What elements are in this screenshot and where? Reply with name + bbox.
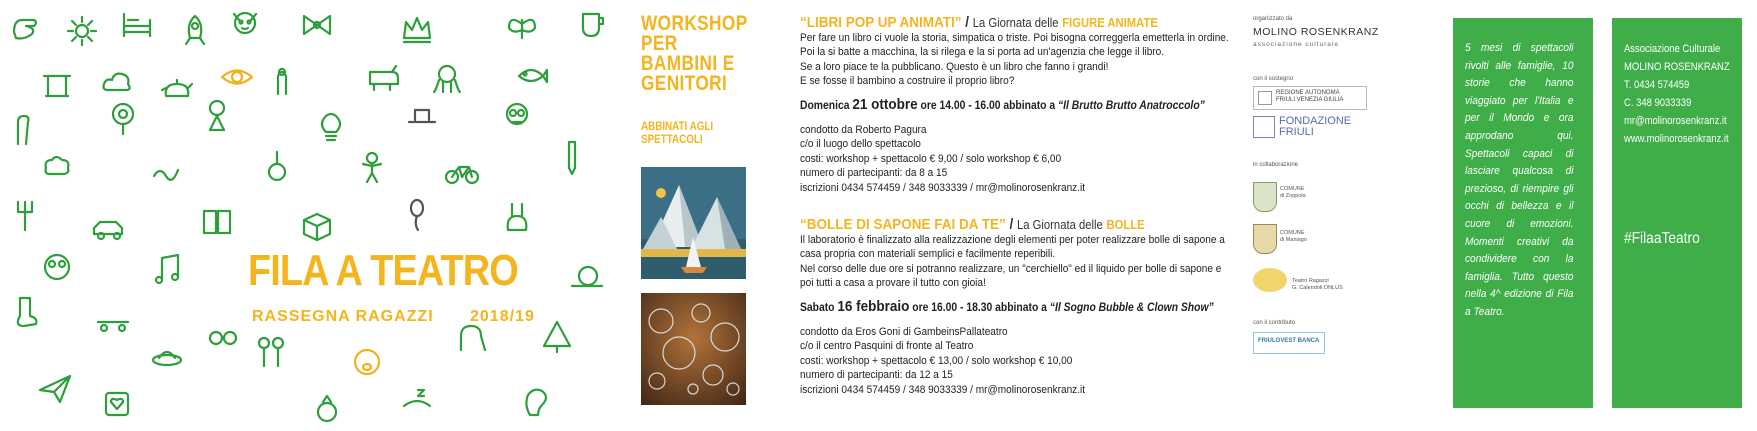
date-weekday: Domenica — [800, 99, 850, 112]
region-logo-line: REGIONE AUTONOMA — [1276, 90, 1340, 96]
rocket-icon — [178, 14, 212, 48]
workshop-subheading-line: ABBINATI AGLI — [641, 119, 714, 133]
cover-year: 2018/19 — [470, 308, 535, 325]
detail-line: iscrizioni 0434 574459 / 348 9033339 / mr@molinorosenkranz.it — [800, 181, 1086, 194]
rabbit-icon — [500, 200, 534, 234]
detail-line: numero di partecipanti: da 12 a 15 — [800, 369, 953, 382]
workshop-heading-line: BAMBINI E — [641, 52, 735, 75]
support-label: con il sostegno — [1253, 76, 1294, 82]
music-note-icon — [150, 252, 184, 286]
hat-icon — [405, 100, 439, 134]
heart-jar-icon — [100, 385, 134, 419]
unicycle-icon — [260, 148, 294, 182]
cover-panel — [0, 0, 615, 428]
bank-logo — [1253, 332, 1325, 354]
owl-icon — [40, 250, 74, 284]
date-day: 16 febbraio — [837, 297, 910, 315]
balloon-icon — [400, 198, 434, 232]
eye-icon — [220, 60, 254, 94]
event-bolle-di-sapone — [800, 216, 1225, 398]
detail-line: numero di partecipanti: da 8 a 15 — [800, 167, 948, 180]
giraffe-icon — [8, 112, 42, 146]
event-date — [800, 95, 1205, 114]
hand-icon — [8, 12, 42, 46]
intro-line: Nel corso delle due ore si potranno realizzare, un "cerchiello" ed il liquido per bolle di sapone e — [800, 262, 1222, 275]
event-day-prefix: La Giornata delle — [972, 16, 1059, 30]
glasses-icon — [206, 320, 240, 354]
foundation-emblem-icon — [1253, 116, 1275, 138]
bank-logo-name: FRIULOVEST BANCA — [1258, 338, 1320, 344]
event-day-highlight: FIGURE ANIMATE — [1062, 16, 1158, 30]
workshop-heading-line: GENITORI — [641, 72, 728, 95]
contact-lines — [1624, 40, 1736, 148]
event-day-prefix: La Giornata delle — [1017, 218, 1103, 232]
singer-face-icon — [350, 345, 384, 379]
contact-website: www.molinorosenkranz.it — [1624, 133, 1729, 145]
cup-icon — [575, 8, 609, 42]
cover-subtitle: RASSEGNA RAGAZZI — [252, 308, 434, 325]
sun-icon — [65, 14, 99, 48]
event-libri-pop-up — [800, 14, 1229, 196]
monkey-icon — [355, 150, 389, 184]
skateboard-icon — [96, 306, 130, 340]
date-show: “Il Sogno Bubble & Clown Show” — [1049, 301, 1214, 314]
title-separator: / — [965, 14, 970, 31]
sheep-icon — [40, 150, 74, 184]
title-separator: / — [1009, 216, 1014, 233]
pencil-icon — [555, 140, 589, 174]
intro-line: casa propria con materiali semplici e facilmente reperibili. — [800, 248, 1056, 261]
tree-icon — [540, 320, 574, 354]
detail-line: costi: workshop + spettacolo € 9,00 / solo workshop € 6,00 — [800, 152, 1062, 165]
event-date — [800, 297, 1214, 316]
cover-title: FILA A TEATRO — [248, 246, 518, 295]
detail-line: condotto da Eros Goni di GambeinsPallateatro — [800, 325, 1008, 338]
book-icon — [200, 205, 234, 239]
box-icon — [300, 208, 334, 242]
teatro-label: G. Calendoli ONLUS — [1292, 284, 1343, 291]
event-day-highlight: BOLLE — [1106, 218, 1145, 232]
flower-icon — [106, 100, 140, 134]
old-man-icon — [500, 100, 534, 134]
workshop-heading-line: WORKSHOP — [641, 12, 748, 35]
soap-bubbles-photo — [641, 293, 746, 405]
bicycle-icon — [445, 155, 479, 189]
popup-book-photo — [641, 167, 746, 279]
intro-line: E se fosse il bambino a costruire il proprio libro? — [800, 75, 1015, 88]
contribution-label: con il contributo — [1253, 320, 1296, 326]
ufo-icon — [150, 340, 184, 374]
intro-line: poi tutti a casa a provare il tutto con gioia! — [800, 277, 986, 290]
contact-panel — [1612, 18, 1742, 408]
hashtag: #FilaaTeatro — [1624, 230, 1700, 247]
detail-line: iscrizioni 0434 574459 / 348 9033339 / mr@molinorosenkranz.it — [800, 383, 1086, 396]
detail-line: c/o il luogo dello spettacolo — [800, 138, 921, 151]
org-logo-name: MOLINO ROSENKRANZ — [1253, 26, 1379, 38]
teatro-label: Teatro Ragazzi — [1292, 278, 1329, 284]
contact-email: mr@molinorosenkranz.it — [1624, 115, 1727, 127]
contact-line: Associazione Culturale — [1624, 43, 1721, 55]
workshop-subheading — [641, 120, 723, 146]
intro-line: Se a loro piace te la pubblicano. Questo è un libro che fanno i grandi! — [800, 60, 1109, 73]
event-title: “LIBRI POP UP ANIMATI” — [800, 14, 962, 31]
contact-line: T. 0434 574459 — [1624, 79, 1690, 91]
comune-label: COMUNE — [1280, 230, 1305, 236]
sleeping-icon — [400, 382, 434, 416]
date-weekday: Sabato — [800, 301, 835, 314]
teatro-ragazzi-logo-icon — [1253, 268, 1287, 292]
cow-icon — [366, 60, 400, 94]
comune-maniago-crest-icon — [1253, 224, 1277, 254]
car-icon — [92, 212, 126, 246]
detail-line: condotto da Roberto Pagura — [800, 123, 927, 136]
comune-zoppola-crest-icon — [1253, 182, 1277, 212]
fish-icon — [515, 58, 549, 92]
intro-panel-text: 5 mesi di spettacoli rivolti alle famiglie, 10 storie che hanno viaggiato per l'Italia e per il Mondo e ora approdano qui. Spettacoli capaci di lasciare qualcosa di prezioso, di riempire gli occhi di bellezza e il cuore di emozioni. Momenti creativi da condividere con la famiglia. Tutto questo nella 4^ edizione di Fila a Teatro. — [1465, 42, 1574, 318]
intro-panel — [1453, 18, 1593, 408]
comune-label: di Maniago — [1280, 236, 1307, 243]
snail-icon — [570, 258, 604, 292]
intro-line: Per fare un libro ci vuole la storia, simpatica o triste. Poi bisogna correggerla emetterla in ordine. — [800, 31, 1229, 44]
ear-icon — [520, 385, 554, 419]
intro-line: Poi la si batte a macchina, la si rilega e la si porta ad un'agenzia che legge il libro. — [800, 46, 1165, 59]
lightbulb-icon — [314, 110, 348, 144]
organized-by-label: organizzato da — [1253, 16, 1293, 22]
contact-line: C. 348 9033339 — [1624, 97, 1692, 109]
workshop-heading-line: PER — [641, 32, 678, 55]
cat-icon — [228, 6, 262, 40]
workshop-heading — [641, 12, 748, 95]
foundation-logo-line: FONDAZIONE — [1279, 115, 1352, 127]
comune-label: COMUNE — [1280, 186, 1305, 192]
fork-icon — [8, 198, 42, 232]
detail-line: costi: workshop + spettacolo € 13,00 / solo workshop € 10,00 — [800, 354, 1073, 367]
intro-line: Il laboratorio è finalizzato alla realizzazione degli elementi per poter realizzare bolle di sapone a — [800, 233, 1225, 246]
event-title: “BOLLE DI SAPONE FAI DA TE” — [800, 216, 1006, 233]
event-title-row — [800, 16, 1178, 31]
butterfly-icon — [505, 12, 539, 46]
org-logo-sub: associazione culturale — [1253, 41, 1339, 48]
girl-icon — [200, 98, 234, 132]
drawing-hand-icon — [268, 64, 302, 98]
teapot-icon — [160, 70, 194, 104]
contact-line: MOLINO ROSENKRANZ — [1624, 61, 1730, 73]
swing-icon — [40, 72, 74, 106]
region-logo — [1253, 86, 1367, 110]
region-logo-line: FRIULI VENEZIA GIULIA — [1276, 97, 1344, 103]
bowtie-icon — [300, 8, 334, 42]
workshop-subheading-line: SPETTACOLI — [641, 132, 703, 146]
date-time: ore 16.00 - 18.30 abbinato a — [912, 301, 1047, 314]
comune-label: di Zoppola — [1280, 192, 1306, 199]
ring-icon — [310, 392, 344, 426]
crown-icon — [400, 12, 434, 46]
paper-plane-icon — [38, 372, 72, 406]
sock-icon — [8, 296, 42, 330]
date-day: 21 ottobre — [852, 95, 918, 113]
octopus-icon — [430, 62, 464, 96]
kids-icon — [254, 335, 288, 369]
worm-icon — [150, 152, 184, 186]
foundation-logo-line: FRIULI — [1279, 126, 1314, 138]
region-emblem-icon — [1258, 91, 1272, 105]
event-title-row — [800, 218, 1178, 233]
date-time: ore 14.00 - 16.00 abbinato a — [920, 99, 1056, 112]
detail-line: c/o il centro Pasquini di fronte al Teatro — [800, 340, 974, 353]
collaboration-label: in collaborazione — [1253, 162, 1299, 168]
cloud-icon — [100, 66, 134, 100]
bed-icon — [120, 8, 154, 42]
date-show: “Il Brutto Brutto Anatroccolo” — [1058, 99, 1205, 112]
